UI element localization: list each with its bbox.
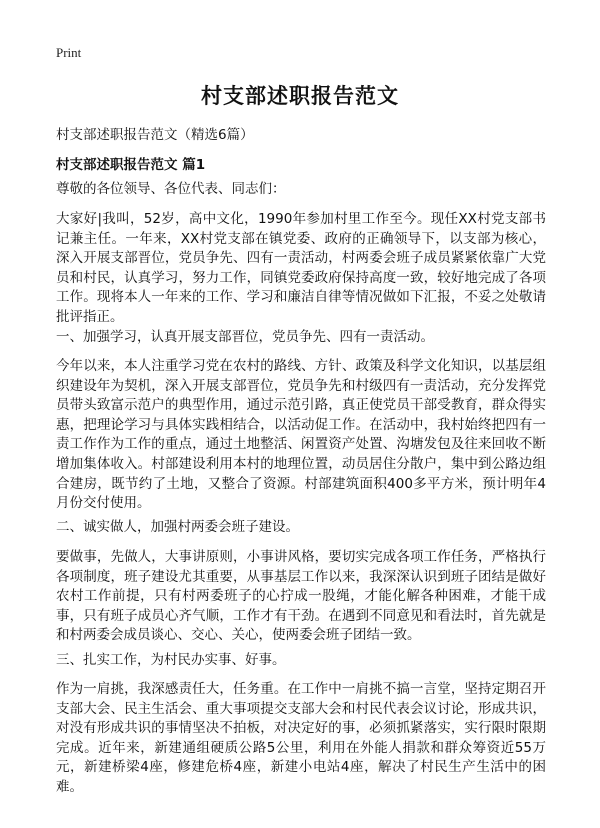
document-title: 村支部述职报告范文 xyxy=(201,84,399,108)
document-subtitle: 村支部述职报告范文（精选6篇） xyxy=(56,127,254,143)
body-paragraph-study: 今年以来，本人注重学习党在农村的路线、方针、政策及科学文化知识，以基层组织建设年为契机，深入开展支部晋位，党员争先和村级四有一责活动，充分发挥党员带头致富示范户的典型作用，通过示范引路，真正使党员干部受教育，群众得实惠，把理论学习与具体实践相结合，以活动促工作。在活动中，我村始终把四有一责工作作为工作的重点，通过土地整活、闲置资产处置、沟塘发包及往来回收不断增加集体收入。村部建设利用本村的地理位置，动员居住分散户，集中到公路边组合建房，既节约了土地，又整合了资源。村部建筑面积400多平方米，预计明年4月份交付使用。 xyxy=(56,358,546,512)
greeting-paragraph: 尊敬的各位领导、各位代表、同志们： xyxy=(56,181,286,197)
subheading-study: 一、加强学习，认真开展支部晋位，党员争先、四有一责活动。 xyxy=(56,329,434,345)
body-paragraph-intro: 大家好|我叫，52岁，高中文化，1990年参加村里工作至今。现任XX村党支部书记兼主任。一年来，XX村党支部在镇党委、政府的正确领导下，以支部为核心，深入开展支部晋位，党员争先、四有一责活动，村两委会班子成员紧紧依靠广大党员和村民，认真学习，努力工作，同镇党委政府保持高度一致，较好地完成了各项工作。现将本人一年来的工作、学习和廉洁自律等情况做如下汇报，不妥之处敬请批评指正。 xyxy=(56,211,546,325)
subheading-practical-work: 三、扎实工作，为村民办实事、好事。 xyxy=(56,652,286,668)
section-heading: 村支部述职报告范文 篇1 xyxy=(56,157,206,173)
print-link[interactable]: Print xyxy=(56,45,82,60)
body-paragraph-team-building: 要做事，先做人，大事讲原则，小事讲风格，要切实完成各项工作任务，严格执行各项制度，班子建设尤其重要，从事基层工作以来，我深深认识到班子团结是做好农村工作前提，只有村两委班子的心拧成一股绳，才能化解各种困难，才能干成事，只有班子成员心齐气顺，工作才有干劲。在遇到不同意见和看法时，首先就是和村两委会成员谈心、交心、关心，使两委会班子团结一致。 xyxy=(56,549,546,644)
body-paragraph-practical-work: 作为一肩挑，我深感责任大，任务重。在工作中一肩挑不搞一言堂，坚持定期召开支部大会、民主生活会、重大事项提交支部大会和村民代表会议讨论，形成共识，对没有形成共识的事情坚决不拍板，对决定好的事，必须抓紧落实，实行限时限期完成。近年来，新建通组硬质公路5公里，利用在外能人捐款和群众筹资近55万元，新建桥梁4座，修建危桥4座，新建小电站4座，解决了村民生产生活中的困难。 xyxy=(56,681,546,795)
subheading-team-building: 二、诚实做人，加强村两委会班子建设。 xyxy=(56,519,299,535)
